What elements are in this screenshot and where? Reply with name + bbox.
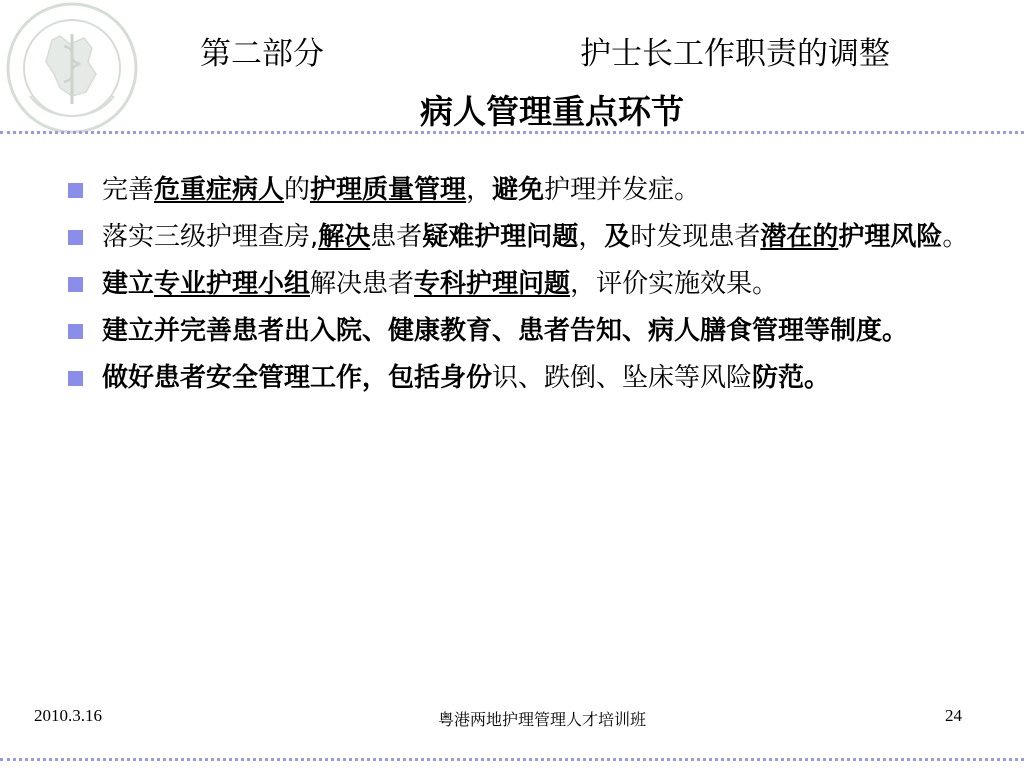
- bullet-item: [64, 219, 984, 256]
- bullet-item: [64, 313, 984, 350]
- bullet-text-segment: 防范。: [752, 363, 831, 393]
- bullet-text-segment: 完善: [102, 175, 155, 205]
- bullet-item: [64, 360, 984, 397]
- square-bullet-icon: [68, 371, 83, 386]
- bullet-text-segment: 专科护理问题: [414, 269, 571, 299]
- bullet-text-segment: 落实三级护理查房,: [102, 222, 319, 252]
- bullet-text-segment: 建立并完善患者出入院、健康教育、患者告知、病人膳食管理等制度。: [102, 316, 909, 346]
- bullet-text-segment: 护理质量管理: [310, 175, 467, 205]
- square-bullet-icon: [68, 324, 83, 339]
- footer-date: 2010.3.16: [34, 706, 102, 725]
- bullet-text-segment: 护理风险: [838, 222, 943, 252]
- page-number: 24: [945, 706, 962, 725]
- slide-subtitle: 病人管理重点环节: [420, 92, 684, 131]
- bullet-text-segment: 危重症病人: [154, 175, 285, 205]
- header-divider: [0, 131, 1024, 134]
- section-label: 第二部分: [200, 36, 324, 72]
- bullet-text-segment: ，: [578, 222, 605, 252]
- bullet-text-segment: 识、跌倒、坠床等风险: [492, 363, 753, 393]
- bullet-text-segment: 患者: [370, 222, 423, 252]
- bullet-text-segment: 时发现患者: [630, 222, 761, 252]
- bullet-text-segment: 专业护理小组: [154, 269, 311, 299]
- bullet-text-segment: 做好患者安全管理工作，包括身份: [102, 363, 493, 393]
- bullet-text-segment: ，评价实施效果。: [570, 269, 779, 299]
- bullet-item: [64, 172, 984, 209]
- bullet-text-segment: 建立: [102, 269, 155, 299]
- bullet-text-segment: 及: [604, 222, 631, 252]
- bullet-text-segment: 疑难护理问题: [422, 222, 579, 252]
- bullet-text-segment: 潜在的: [760, 222, 839, 252]
- footer-title: 粤港两地护理管理人才培训班: [437, 710, 646, 729]
- bullet-text-segment: 避免: [492, 175, 545, 205]
- square-bullet-icon: [68, 230, 83, 245]
- bullet-item: [64, 266, 984, 303]
- bullet-list: [64, 172, 984, 407]
- slide-topic: 护士长工作职责的调整: [580, 36, 890, 72]
- bullet-text-segment: ，: [466, 175, 493, 205]
- square-bullet-icon: [68, 183, 83, 198]
- bullet-text-segment: 解决: [318, 222, 371, 252]
- bullet-text-segment: 解决患者: [310, 269, 415, 299]
- bullet-text-segment: 。: [942, 222, 969, 252]
- footer-divider: [0, 758, 1024, 761]
- bullet-text-segment: 的: [284, 175, 311, 205]
- bullet-text-segment: 护理并发症。: [544, 175, 701, 205]
- square-bullet-icon: [68, 277, 83, 292]
